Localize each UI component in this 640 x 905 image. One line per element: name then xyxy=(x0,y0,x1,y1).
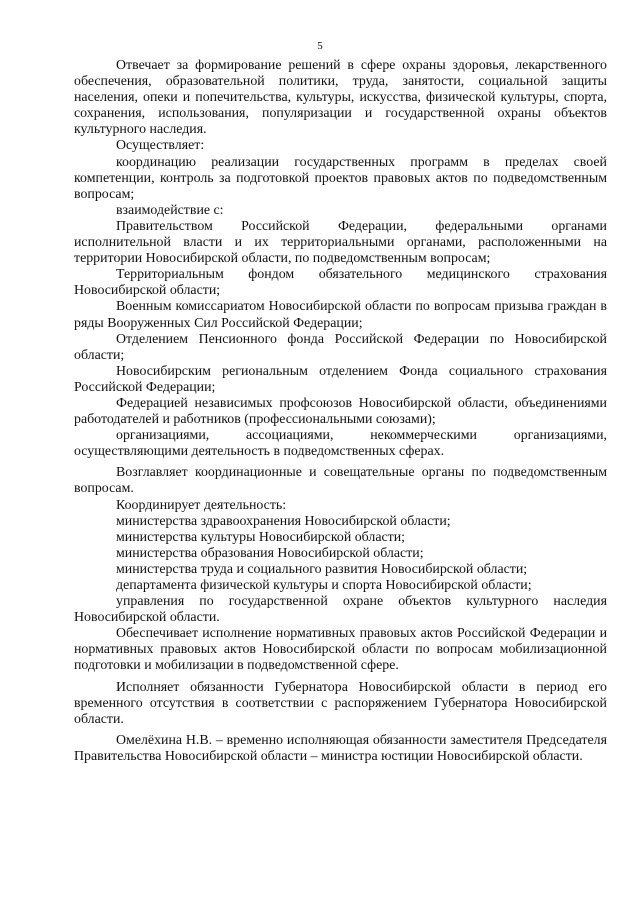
paragraph-government-rf: Правительством Российской Федерации, федеральными органами исполнительной власти и их территориальными органами, расположенными на территории Новосибирской области, по подведомственным вопросам; xyxy=(74,218,607,267)
list-item-ministry-labour: министерства труда и социального развития Новосибирской области; xyxy=(116,561,528,577)
paragraph-trade-unions: Федерацией независимых профсоюзов Новосибирской области, объединениями работодателей и работников (профессиональными союзами); xyxy=(74,395,607,428)
paragraph-responsibilities: Отвечает за формирование решений в сфере охраны здоровья, лекарственного обеспечения, образовательной политики, труда, занятости, социальной защиты населения, опеки и попечительства, культуры, искусства, физической культуры, спорта, сохранения, использования, популяризации и государственной охраны объектов культурного наследия. xyxy=(74,58,607,138)
paragraph-coordination-programs: координацию реализации государственных программ в пределах своей компетенции, контроль за подготовкой проектов правовых актов по подведомственным вопросам; xyxy=(74,154,607,202)
document-body xyxy=(74,58,607,765)
list-item-ministry-education: министерства образования Новосибирской области; xyxy=(116,545,424,561)
paragraph-pension-fund: Отделением Пенсионного фонда Российской Федерации по Новосибирской области; xyxy=(74,331,607,363)
paragraph-omelekhina: Омелёхина Н.В. – временно исполняющая обязанности заместителя Председателя Правительства Новосибирской области – министра юстиции Новосибирской области. xyxy=(74,732,607,764)
paragraph-acting-governor: Исполняет обязанности Губернатора Новосибирской области в период его временного отсутствия в соответствии с распоряжением Губернатора Новосибирской области. xyxy=(74,679,607,727)
paragraph-interaction-heading: взаимодействие с: xyxy=(116,202,224,218)
list-item-ministry-culture: министерства культуры Новосибирской области; xyxy=(116,529,406,545)
list-item-department-sport: департамента физической культуры и спорта Новосибирской области; xyxy=(116,578,532,593)
paragraph-heads-bodies: Возглавляет координационные и совещательные органы по подведомственным вопросам. xyxy=(74,465,607,497)
list-item-ministry-health: министерства здравоохранения Новосибирской области; xyxy=(116,513,451,529)
paragraph-military-commissariat: Военным комиссариатом Новосибирской области по вопросам призыва граждан в ряды Вооруженных Сил Российской Федерации; xyxy=(74,299,607,331)
paragraph-implements-heading: Осуществляет: xyxy=(116,138,205,154)
paragraph-mobilization: Обеспечивает исполнение нормативных правовых актов Российской Федерации и нормативных правовых актов Новосибирской области по вопросам мобилизационной подготовки и мобилизации в подведомственной сфере. xyxy=(74,626,607,674)
page-number: 5 xyxy=(317,40,323,52)
paragraph-coordinates-heading: Координирует деятельность: xyxy=(116,497,287,513)
paragraph-medical-insurance-fund: Территориальным фондом обязательного медицинского страхования Новосибирской области; xyxy=(74,267,607,299)
paragraph-social-insurance-fund: Новосибирским региональным отделением Фонда социального страхования Российской Федерации; xyxy=(74,363,607,395)
paragraph-organizations: организациями, ассоциациями, некоммерческими организациями, осуществляющими деятельность в подведомственных сферах. xyxy=(74,428,607,460)
list-item-heritage-directorate: управления по государственной охране объектов культурного наследия Новосибирской области. xyxy=(74,594,607,626)
